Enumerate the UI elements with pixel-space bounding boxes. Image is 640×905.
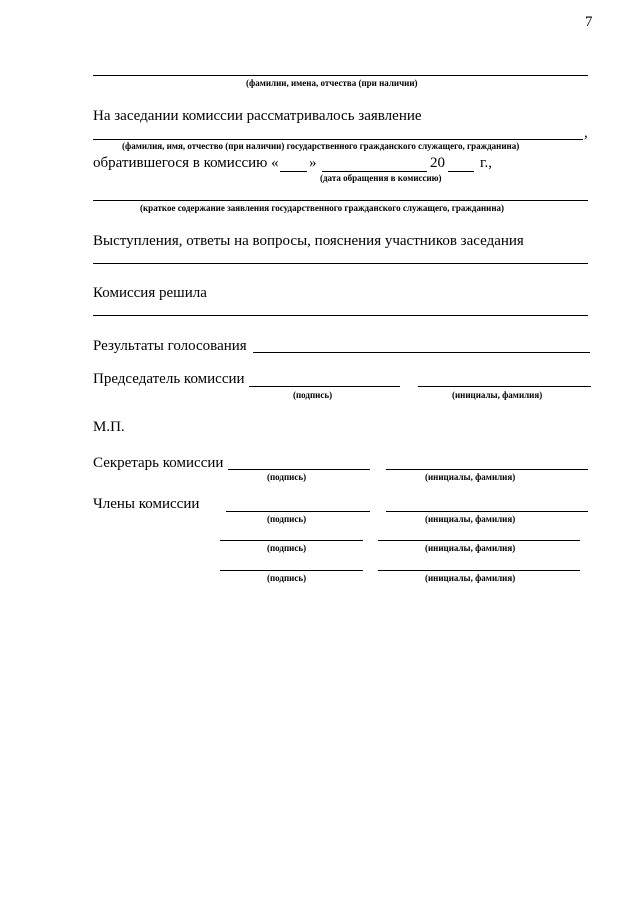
year-line (448, 171, 474, 172)
chairman-signature-line (249, 386, 400, 387)
page-number: 7 (585, 14, 593, 30)
applicant-line (93, 139, 583, 140)
voting-text: Результаты голосования (93, 338, 247, 354)
summary-line (93, 200, 588, 201)
member3-signature-caption: (подпись) (267, 573, 307, 583)
day-line (280, 171, 307, 172)
year-prefix: 20 (430, 155, 445, 171)
member3-initials-caption: (инициалы, фамилия) (425, 573, 516, 583)
secretary-initials-caption: (инициалы, фамилия) (425, 472, 516, 482)
member1-initials-line (386, 511, 588, 512)
member2-signature-line (220, 540, 363, 541)
member1-signature-caption: (подпись) (267, 514, 307, 524)
fio-line (93, 75, 588, 76)
secretary-signature-line (228, 469, 370, 470)
applicant-caption: (фамилия, имя, отчество (при наличии) государственного гражданского служащего, гражданина) (122, 141, 520, 151)
member2-initials-line (378, 540, 580, 541)
chairman-text: Председатель комиссии (93, 371, 245, 387)
summary-caption: (краткое содержание заявления государственного гражданского служащего, гражданина) (140, 203, 505, 213)
secretary-initials-line (386, 469, 588, 470)
date-caption: (дата обращения в комиссию) (320, 173, 442, 183)
fio-caption: (фамилии, имена, отчества (при наличии) (246, 78, 418, 88)
month-line (322, 171, 427, 172)
secretary-text: Секретарь комиссии (93, 455, 224, 471)
year-suffix: г., (480, 155, 492, 171)
member1-initials-caption: (инициалы, фамилия) (425, 514, 516, 524)
member2-signature-caption: (подпись) (267, 543, 307, 553)
member3-initials-line (378, 570, 580, 571)
seal-text: М.П. (93, 419, 125, 435)
chairman-signature-caption: (подпись) (293, 390, 333, 400)
member2-initials-caption: (инициалы, фамилия) (425, 543, 516, 553)
applied-text: обратившегося в комиссию « (93, 155, 279, 171)
secretary-signature-caption: (подпись) (267, 472, 307, 482)
decided-line (93, 315, 588, 316)
members-text: Члены комиссии (93, 496, 200, 512)
voting-line (253, 352, 590, 353)
comma: , (584, 125, 588, 141)
member3-signature-line (220, 570, 363, 571)
decided-text: Комиссия решила (93, 285, 207, 301)
member1-signature-line (226, 511, 370, 512)
chairman-initials-caption: (инициалы, фамилия) (452, 390, 543, 400)
speeches-line (93, 263, 588, 264)
chairman-initials-line (418, 386, 591, 387)
considered-text: На заседании комиссии рассматривалось заявление (93, 108, 422, 124)
speeches-text: Выступления, ответы на вопросы, пояснения участников заседания (93, 233, 524, 249)
applied-mid: » (309, 155, 317, 171)
